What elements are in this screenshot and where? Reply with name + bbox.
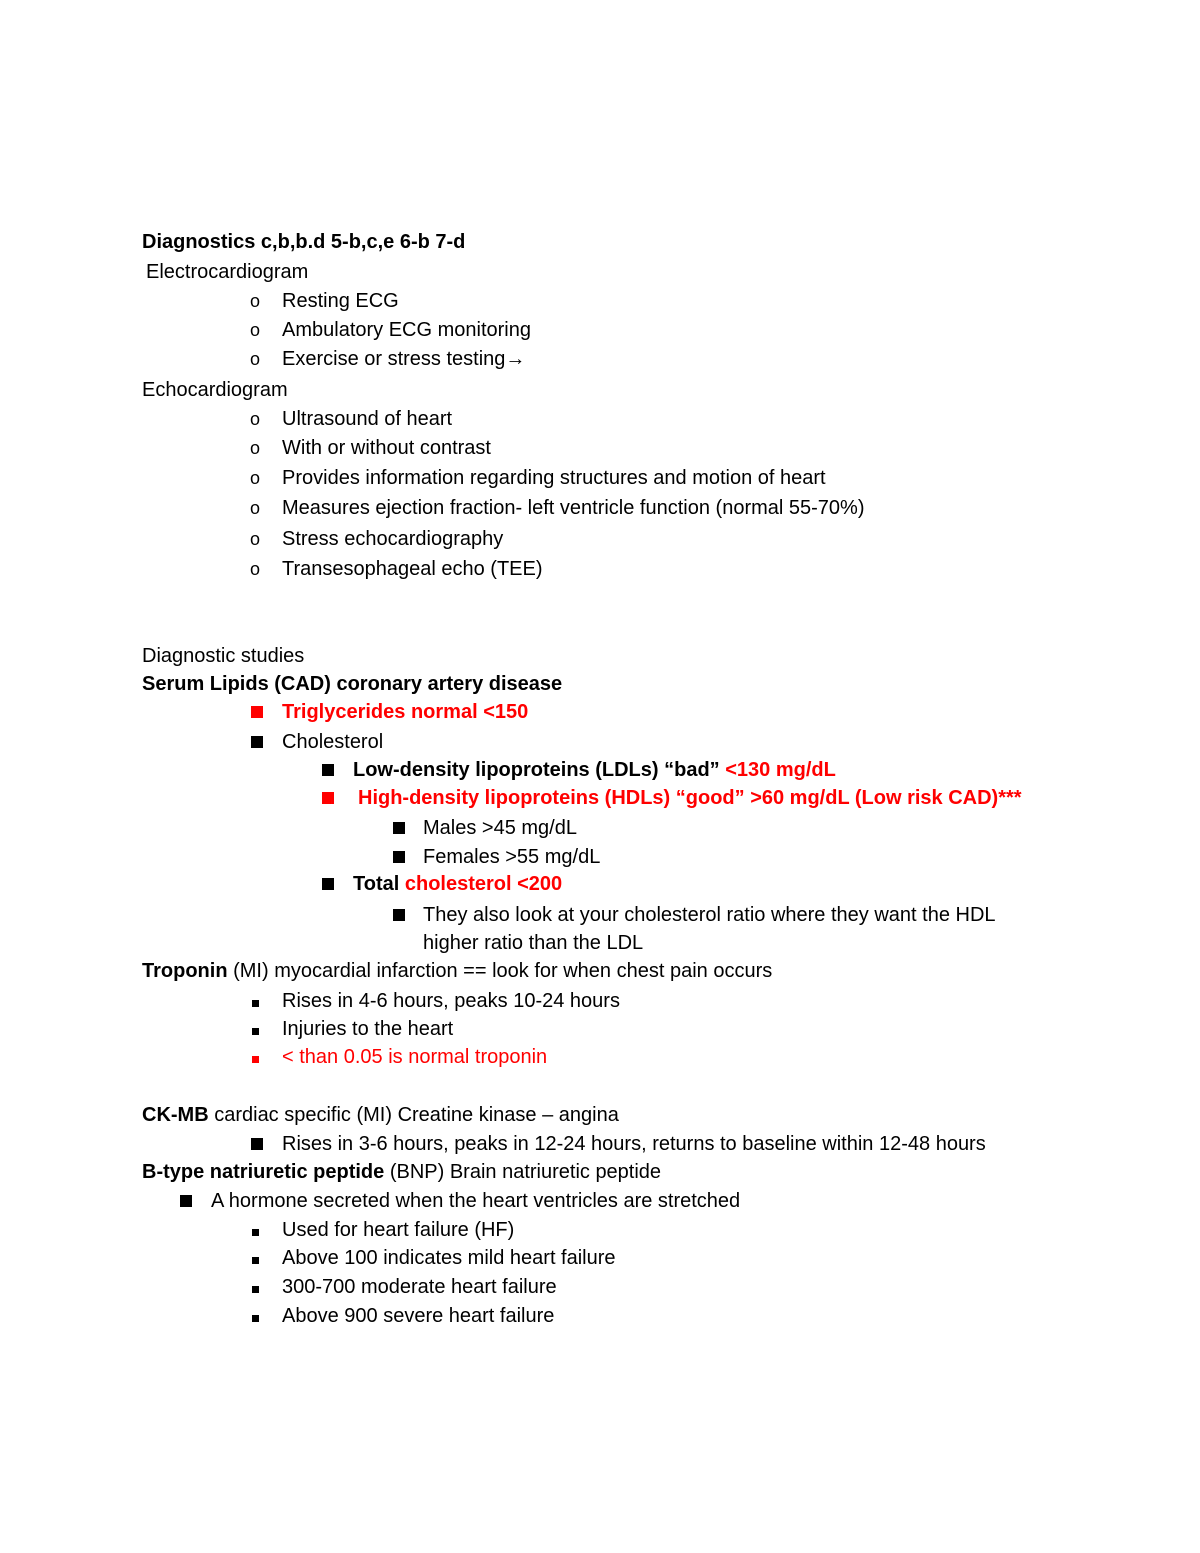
square-bullet-icon — [176, 1187, 196, 1215]
bnp-label: B-type natriuretic peptide — [142, 1161, 385, 1183]
list-item-text: Used for heart failure (HF) — [282, 1219, 515, 1241]
page-title — [142, 228, 465, 256]
ratio-text-line2: higher ratio than the LDL — [423, 932, 644, 954]
ldl-value: <130 mg/dL — [725, 759, 836, 781]
circle-bullet-icon: o — [249, 559, 260, 579]
square-bullet-icon — [389, 901, 409, 929]
ckmb-heading — [142, 1101, 619, 1129]
list-item-text: Exercise or stress testing→ — [282, 348, 526, 370]
triglycerides-text: Triglycerides normal <150 — [282, 701, 529, 723]
ckmb-label: CK-MB — [142, 1104, 209, 1126]
small-square-bullet-icon — [245, 1244, 265, 1272]
list-item-text: Rises in 4-6 hours, peaks 10-24 hours — [282, 990, 620, 1012]
square-bullet-icon — [318, 784, 338, 812]
bnp-heading — [142, 1158, 661, 1186]
hdl-text: High-density lipoproteins (HDLs) “good” >60 mg/dL (Low risk CAD)*** — [358, 787, 1022, 809]
title-label: Diagnostics — [142, 231, 256, 253]
square-bullet-icon — [247, 1130, 267, 1158]
cholesterol-text: Cholesterol — [282, 731, 384, 753]
ecg-heading: Electrocardiogram — [146, 261, 309, 283]
square-bullet-icon — [247, 698, 267, 726]
ratio-text-line1: They also look at your cholesterol ratio where they want the HDL — [423, 904, 996, 926]
circle-bullet-icon: o — [249, 468, 260, 488]
small-square-bullet-icon — [245, 1043, 265, 1071]
circle-bullet-icon: o — [249, 438, 260, 458]
list-item-text: Ultrasound of heart — [282, 408, 453, 430]
studies-heading: Diagnostic studies — [142, 645, 305, 667]
troponin-label: Troponin — [142, 960, 228, 982]
troponin-description: (MI) myocardial infarction == look for when chest pain occurs — [227, 960, 773, 982]
list-item-text: Resting ECG — [282, 290, 399, 312]
ldl-label: Low-density lipoproteins (LDLs) “bad” — [353, 759, 720, 781]
list-item-text: Stress echocardiography — [282, 528, 504, 550]
square-bullet-icon — [318, 870, 338, 898]
list-item-text: Injuries to the heart — [282, 1018, 454, 1040]
circle-bullet-icon: o — [249, 529, 260, 549]
square-bullet-icon — [247, 728, 267, 756]
total-cholesterol-text — [353, 870, 562, 898]
circle-bullet-icon: o — [249, 349, 260, 369]
hormone-text: A hormone secreted when the heart ventricles are stretched — [211, 1190, 741, 1212]
echo-heading: Echocardiogram — [142, 379, 288, 401]
title-suffix: c,b,b.d 5-b,c,e 6-b 7-d — [260, 231, 466, 253]
list-item-text: Measures ejection fraction- left ventricle function (normal 55-70%) — [282, 497, 865, 519]
total-label: Total — [353, 873, 400, 895]
ldl-text — [353, 756, 836, 784]
total-value: cholesterol <200 — [404, 873, 563, 895]
square-bullet-icon — [389, 814, 409, 842]
ckmb-description: cardiac specific (MI) Creatine kinase – angina — [208, 1104, 619, 1126]
small-square-bullet-icon — [245, 1273, 265, 1301]
list-item-text: Above 900 severe heart failure — [282, 1305, 555, 1327]
troponin-heading — [142, 957, 772, 985]
square-bullet-icon — [389, 843, 409, 871]
circle-bullet-icon: o — [249, 320, 260, 340]
circle-bullet-icon: o — [249, 291, 260, 311]
circle-bullet-icon: o — [249, 409, 260, 429]
circle-bullet-icon: o — [249, 498, 260, 518]
list-item-text: Rises in 3-6 hours, peaks in 12-24 hours, returns to baseline within 12-48 hours — [282, 1133, 986, 1155]
females-text: Females >55 mg/dL — [423, 846, 601, 868]
list-item-text: Transesophageal echo (TEE) — [282, 558, 543, 580]
bnp-description: (BNP) Brain natriuretic peptide — [384, 1161, 662, 1183]
list-item-text: Ambulatory ECG monitoring — [282, 319, 531, 341]
list-item-text: Above 100 indicates mild heart failure — [282, 1247, 616, 1269]
small-square-bullet-icon — [245, 1216, 265, 1244]
small-square-bullet-icon — [245, 987, 265, 1015]
lipids-heading: Serum Lipids (CAD) coronary artery disease — [142, 673, 563, 695]
small-square-bullet-icon — [245, 1302, 265, 1330]
list-item-text: Provides information regarding structures and motion of heart — [282, 467, 826, 489]
males-text: Males >45 mg/dL — [423, 817, 577, 839]
troponin-normal-text: < than 0.05 is normal troponin — [282, 1046, 548, 1068]
small-square-bullet-icon — [245, 1015, 265, 1043]
list-item-text: With or without contrast — [282, 437, 491, 459]
square-bullet-icon — [318, 756, 338, 784]
list-item-text: 300-700 moderate heart failure — [282, 1276, 557, 1298]
